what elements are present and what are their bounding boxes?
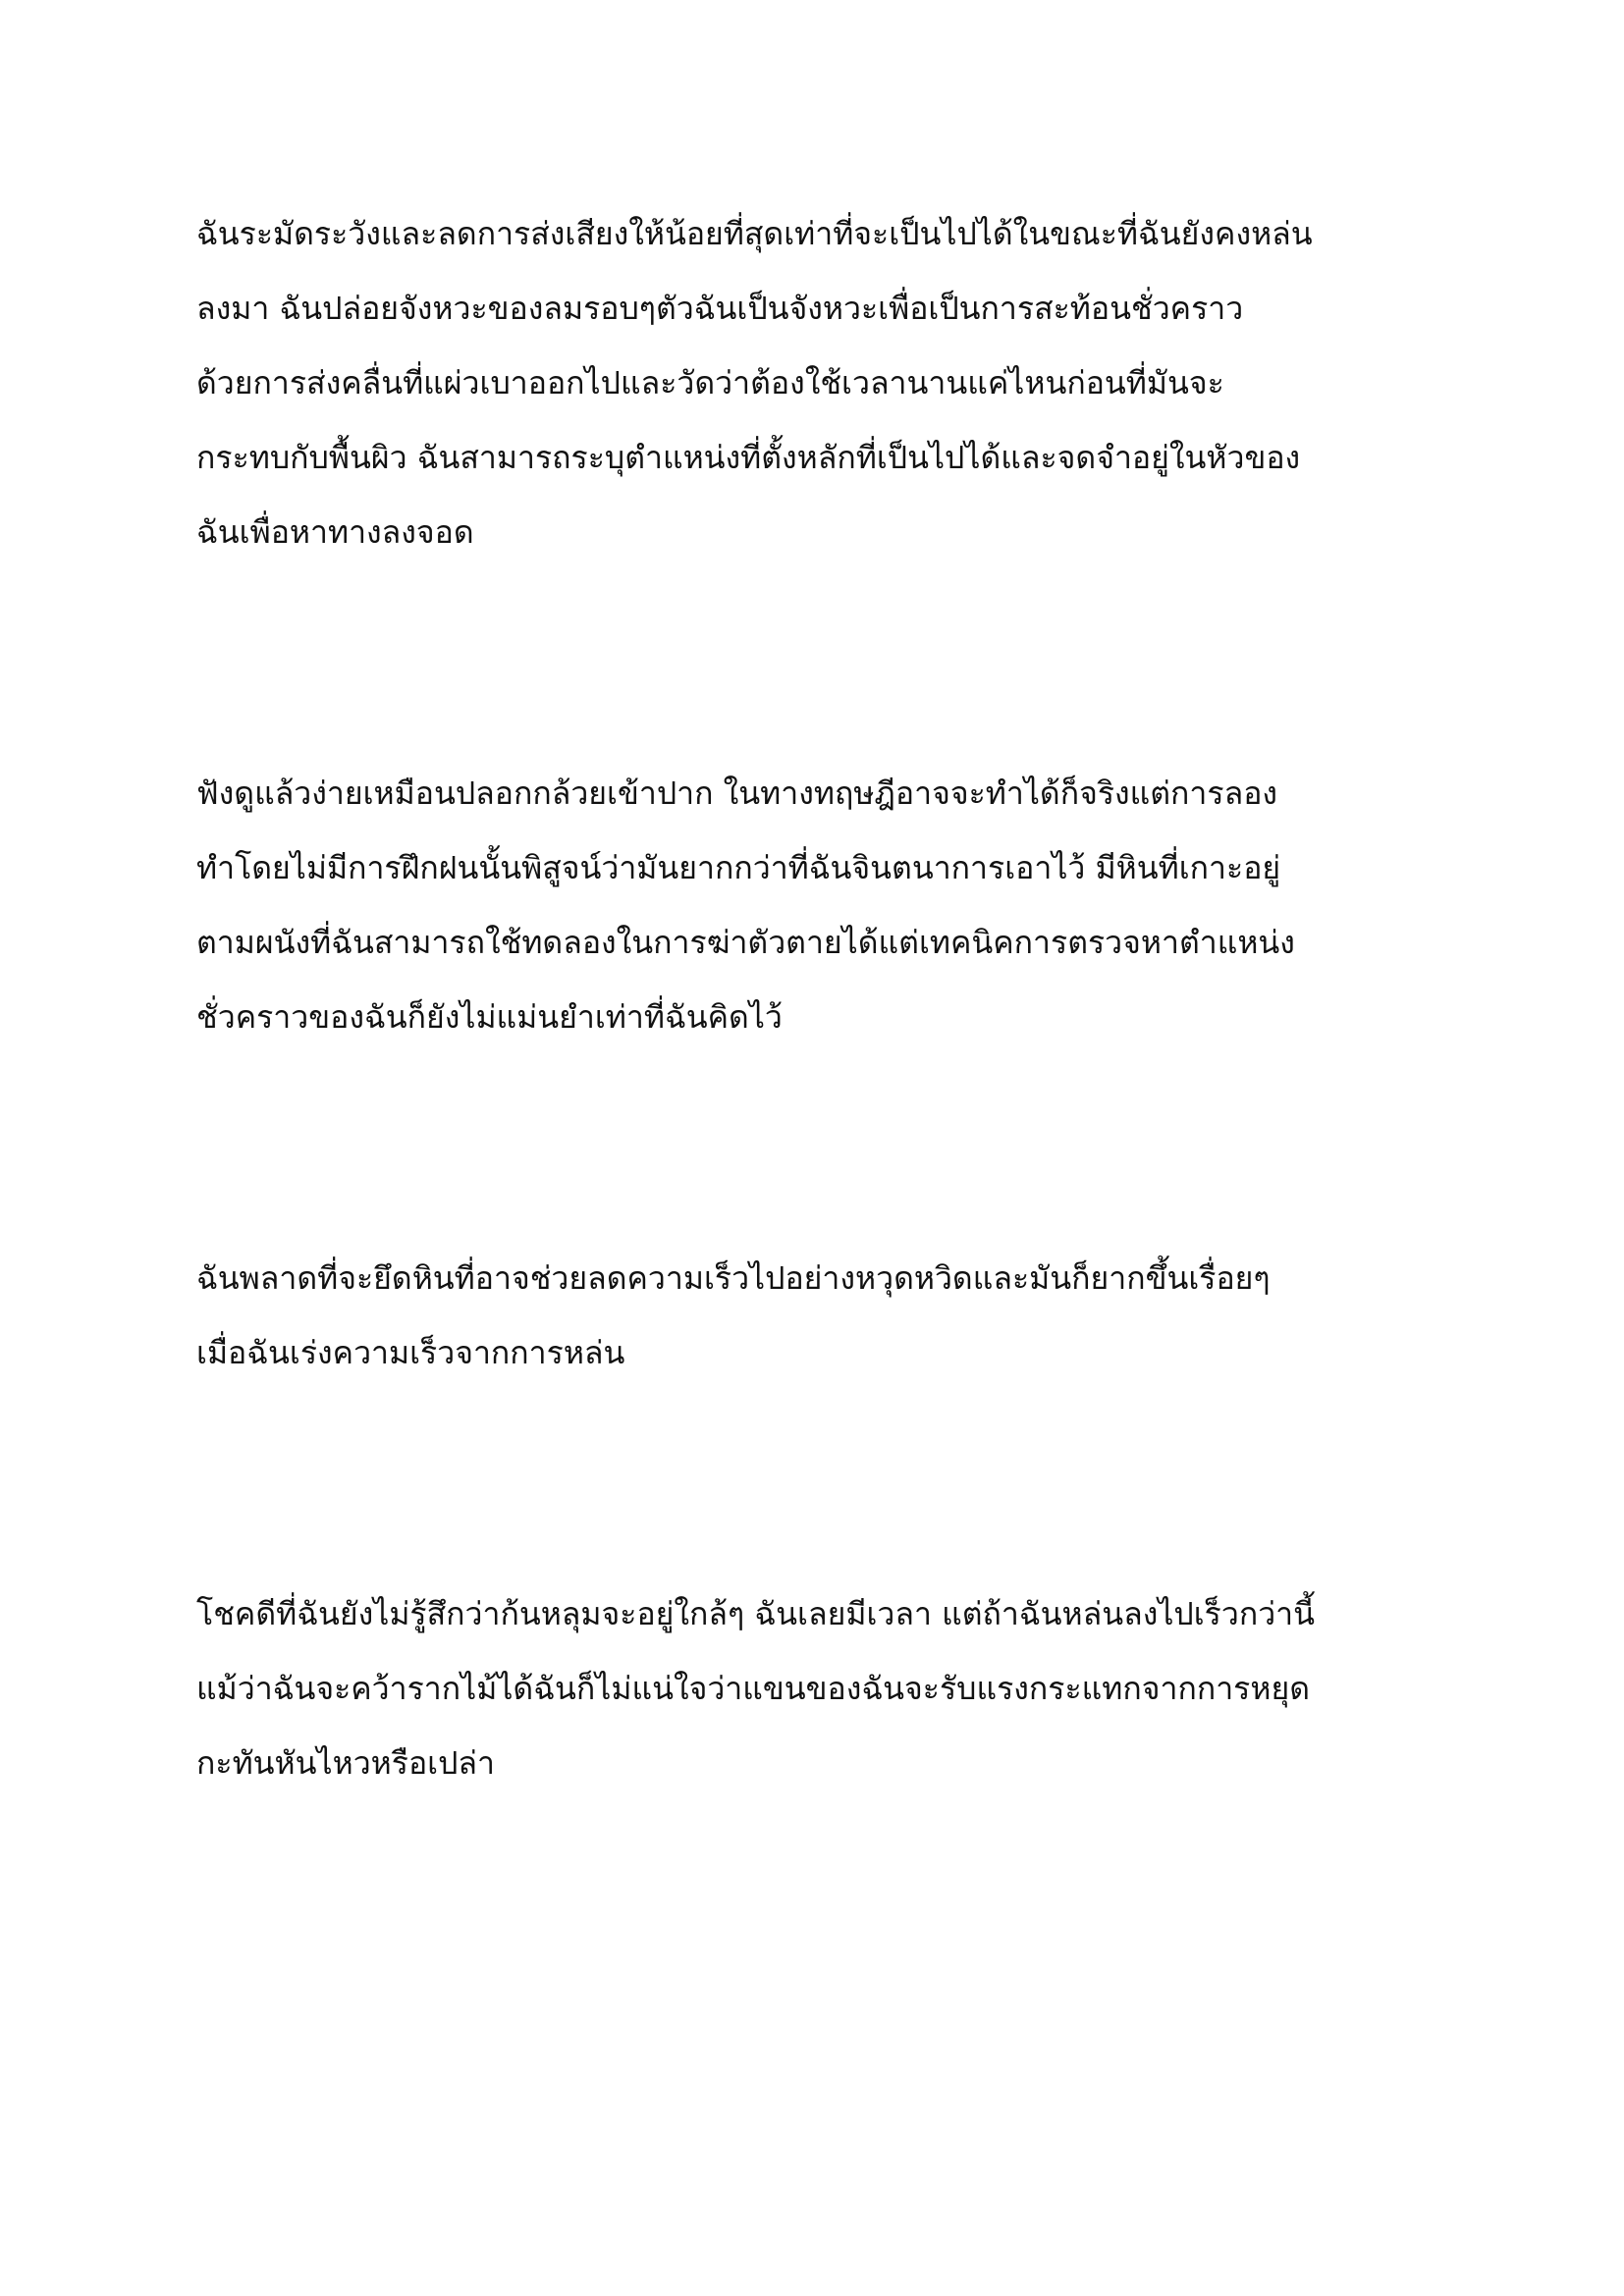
paragraph-line: ฟังดูแล้วง่ายเหมือนปลอกกล้วยเข้าปาก ในทางทฤษฎีอาจจะทำได้ก็จริงแต่การลอง — [196, 774, 1278, 812]
paragraph-line: ชั่วคราวของฉันก็ยังไม่แม่นยำเท่าที่ฉันคิดไว้ — [196, 998, 783, 1036]
paragraph-line: ด้วยการส่งคลื่นที่แผ่วเบาออกไปและวัดว่าต้องใช้เวลานานแค่ไหนก่อนที่มันจะ — [196, 364, 1224, 401]
paragraph-line: ตามผนังที่ฉันสามารถใช้ทดลองในการฆ่าตัวตายได้แต่เทคนิคการตรวจหาตำแหน่ง — [196, 924, 1295, 961]
paragraph-3 — [196, 1241, 1271, 1390]
paragraph-line: ลงมา ฉันปล่อยจังหวะของลมรอบๆตัวฉันเป็นจังหวะเพื่อเป็นการสะท้อนชั่วคราว — [196, 290, 1244, 327]
paragraph-line: กะทันหันไหวหรือเปล่า — [196, 1744, 495, 1782]
paragraph-line: ฉันพลาดที่จะยึดหินที่อาจช่วยลดความเร็วไปอย่างหวุดหวิดและมันก็ยากขึ้นเรื่อยๆ — [196, 1259, 1271, 1297]
paragraph-line: กระทบกับพื้นผิว ฉันสามารถระบุตำแหน่งที่ตั้งหลักที่เป็นไปได้และจดจำอยู่ในหัวของ — [196, 439, 1301, 476]
paragraph-1 — [196, 196, 1313, 569]
paragraph-2 — [196, 756, 1295, 1054]
paragraph-line: โชคดีที่ฉันยังไม่รู้สึกว่าก้นหลุมจะอยู่ใกล้ๆ ฉันเลยมีเวลา แต่ถ้าฉันหล่นลงไปเร็วกว่านี้ — [196, 1595, 1316, 1632]
paragraph-line: ฉันระมัดระวังและลดการส่งเสียงให้น้อยที่สุดเท่าที่จะเป็นไปได้ในขณะที่ฉันยังคงหล่น — [196, 215, 1313, 252]
paragraph-line: ทำโดยไม่มีการฝึกฝนนั้นพิสูจน์ว่ามันยากกว่าที่ฉันจินตนาการเอาไว้ มีหินที่เกาะอยู่ — [196, 849, 1281, 886]
paragraph-line: ฉันเพื่อหาทางลงจอด — [196, 513, 474, 551]
paragraph-4 — [196, 1576, 1315, 1800]
paragraph-line: เมื่อฉันเร่งความเร็วจากการหล่น — [196, 1334, 625, 1371]
paragraph-line: แม้ว่าฉันจะคว้ารากไม้ได้ฉันก็ไม่แน่ใจว่าแขนของฉันจะรับแรงกระแทกจากการหยุด — [196, 1670, 1310, 1707]
